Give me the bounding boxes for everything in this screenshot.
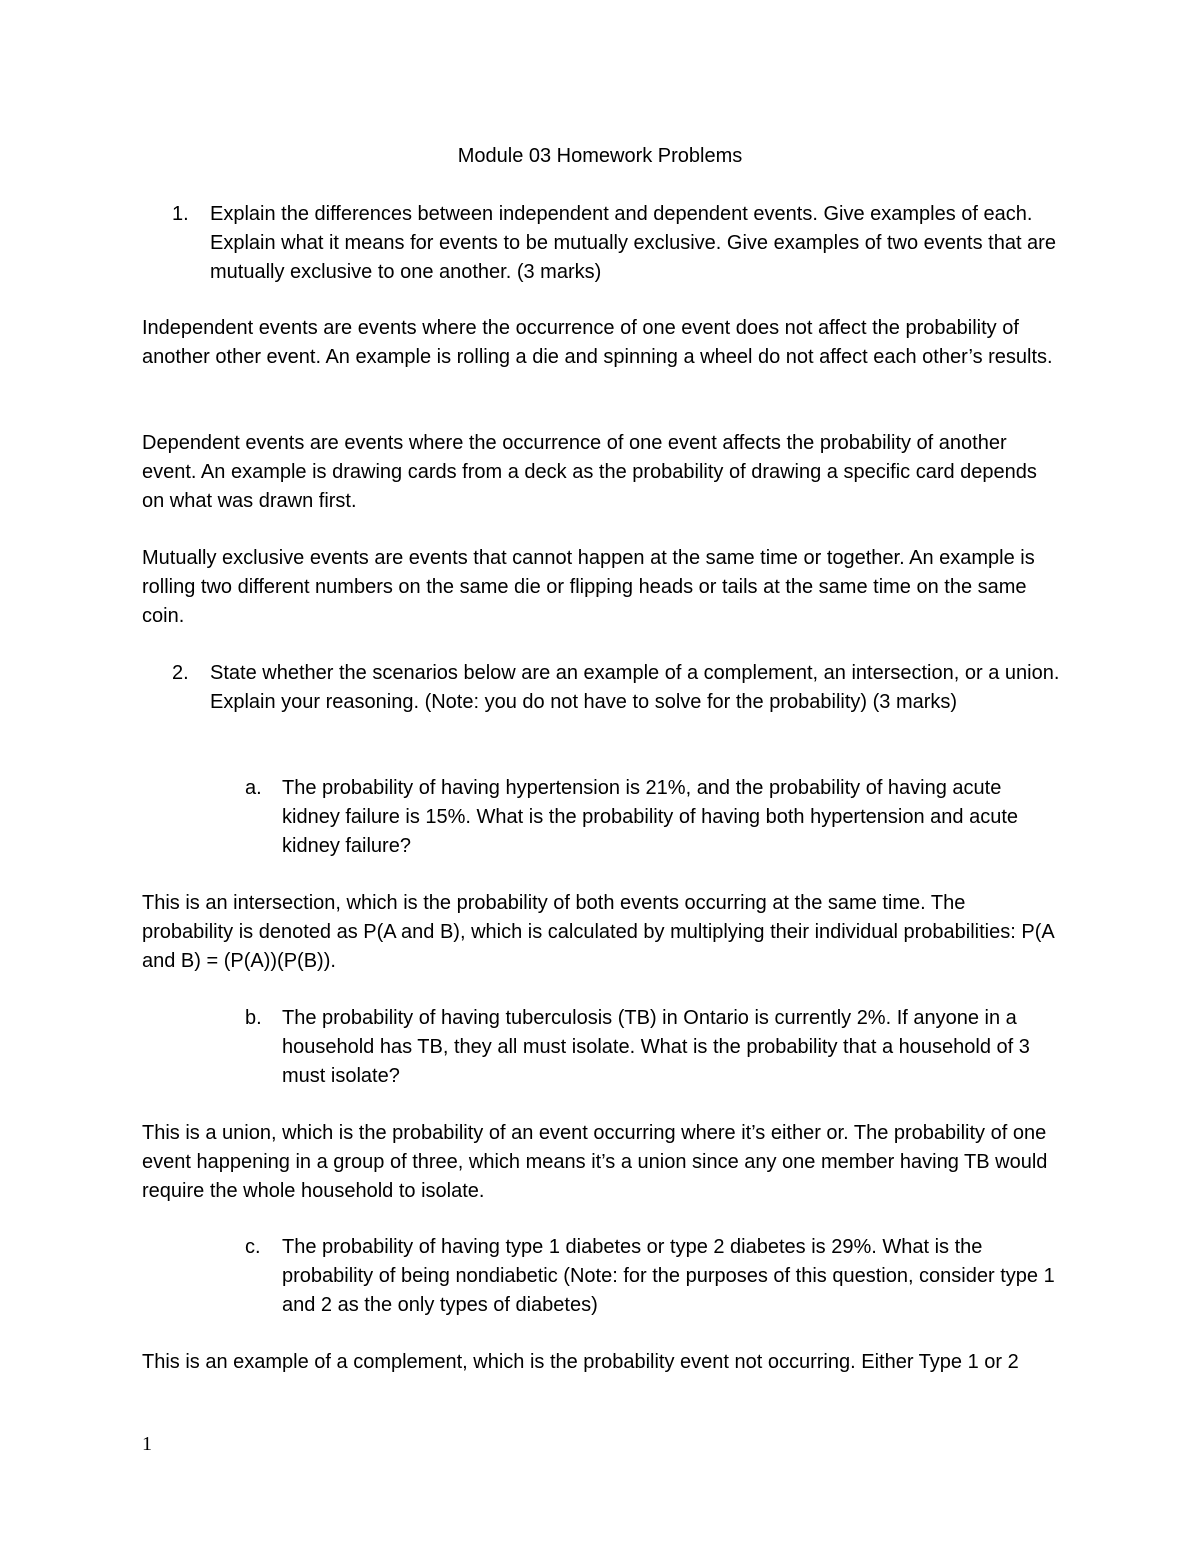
question-1-number: 1. xyxy=(172,203,189,225)
page-title: Module 03 Homework Problems xyxy=(457,145,743,167)
question-1-text: Explain the differences between independent and dependent events. Give examples of each. Explain what it means for events to be mutually exclusive. Give examples of two events that are mutually exclusive to one another. (3 marks) xyxy=(210,203,1056,283)
question-2a-letter: a. xyxy=(245,777,262,799)
question-2-number: 2. xyxy=(172,662,189,684)
question-2b-letter: b. xyxy=(245,1007,262,1029)
answer-mutually-exclusive-events: Mutually exclusive events are events that cannot happen at the same time or together. An example is rolling two different numbers on the same die or flipping heads or tails at the same time on the same coin. xyxy=(142,547,1035,627)
question-2a xyxy=(245,774,1060,861)
question-2-text: State whether the scenarios below are an example of a complement, an intersection, or a union. Explain your reasoning. (Note: you do not have to solve for the probability) (3 marks) xyxy=(210,662,1060,713)
question-2a-text: The probability of having hypertension is 21%, and the probability of having acute kidney failure is 15%. What is the probability of having both hypertension and acute kidney failure? xyxy=(282,777,1018,857)
question-2b xyxy=(245,1004,1060,1091)
question-1 xyxy=(172,200,1062,287)
question-2b-text: The probability of having tuberculosis (TB) in Ontario is currently 2%. If anyone in a household has TB, they all must isolate. What is the probability that a household of 3 must isolate? xyxy=(282,1007,1030,1087)
page-number: 1 xyxy=(142,1433,152,1455)
answer-2a: This is an intersection, which is the probability of both events occurring at the same time. The probability is denoted as P(A and B), which is calculated by multiplying their individual probabilities: P(A and B) = (P(A))(P(B)). xyxy=(142,892,1054,972)
answer-independent-events: Independent events are events where the occurrence of one event does not affect the probability of another other event. An example is rolling a die and spinning a wheel do not affect each other’s results. xyxy=(142,317,1053,368)
question-2c xyxy=(245,1233,1060,1320)
question-2 xyxy=(172,659,1062,717)
question-2c-letter: c. xyxy=(245,1236,261,1258)
answer-2c: This is an example of a complement, which is the probability event not occurring. Either Type 1 or 2 xyxy=(142,1351,1019,1373)
question-2c-text: The probability of having type 1 diabetes or type 2 diabetes is 29%. What is the probability of being nondiabetic (Note: for the purposes of this question, consider type 1 and 2 as the only types of diabetes) xyxy=(282,1236,1055,1316)
answer-dependent-events: Dependent events are events where the occurrence of one event affects the probability of another event. An example is drawing cards from a deck as the probability of drawing a specific card depends on what was drawn first. xyxy=(142,432,1037,512)
answer-2b: This is a union, which is the probability of an event occurring where it’s either or. The probability of one event happening in a group of three, which means it’s a union since any one member having TB would require the whole household to isolate. xyxy=(142,1122,1048,1202)
